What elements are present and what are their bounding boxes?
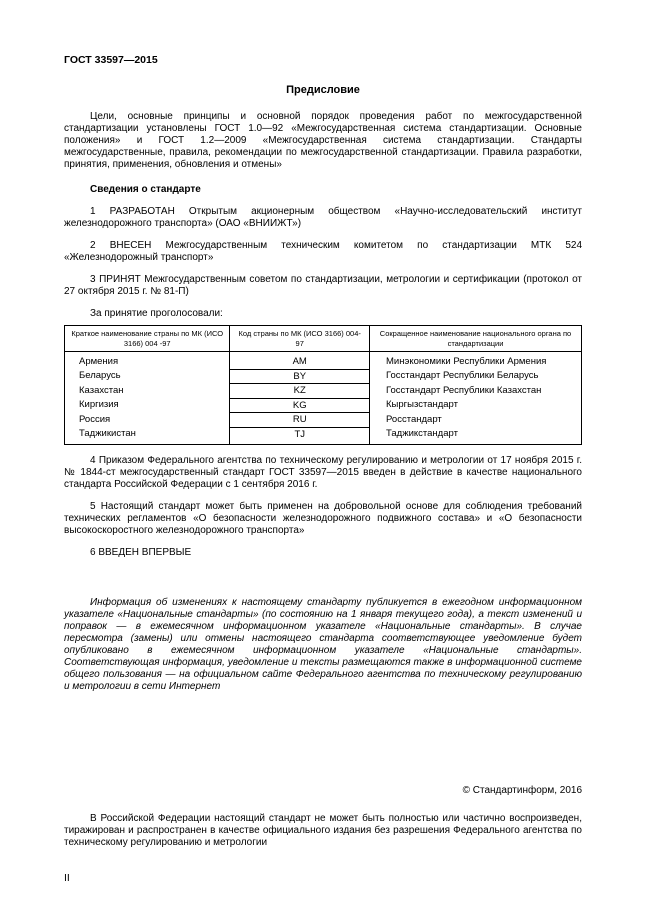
table-cell-code: TJ [230,427,370,445]
table-cell-organ: Госстандарт Республики Беларусь [370,369,582,384]
table-cell-code: AM [230,352,370,370]
table-cell-organ: Росстандарт [370,413,582,428]
table-cell-code: BY [230,369,370,384]
item-4-enacted: 4 Приказом Федерального агентства по техническому регулированию и метрологии от 17 ноября 2015 г. № 1844-ст межгосударственный стандарт ГОСТ 33597—2015 введен в действие в качестве национального стандарта Российской Федерации с 1 сентября 2016 г. [64,455,582,491]
item-1-developed: 1 РАЗРАБОТАН Открытым акционерным обществом «Научно-исследовательский институт железнодорожного транспорта» (ОАО «ВНИИЖТ») [64,205,582,229]
amendments-notice: Информация об изменениях к настоящему стандарту публикуется в ежегодном информационном указателе «Национальные стандарты» (по состоянию на 1 января текущего года), а текст изменений и поправок — в ежемесячном информационном указателе «Национальные стандарты». В случае пересмотра (замены) или отмены настоящего стандарта соответствующее уведомление будет опубликовано в ежемесячном информационном указателе «Национальные стандарты». Соответствующая информация, уведомление и тексты размещаются также в информационной системе общего пользования — на официальном сайте Федерального агентства по техническому регулированию и метрологии в сети Интернет [64,597,582,693]
page-title: Предисловие [286,83,360,96]
table-cell-code: RU [230,413,370,428]
table-cell-country: Таджикистан [65,427,230,445]
table-row [65,369,582,384]
item-5-voluntary: 5 Настоящий стандарт может быть применен на добровольной основе для соблюдения требований технических регламентов «О безопасности железнодорожного подвижного состава» и «О безопасности высокоскоростного железнодорожного транспорта» [64,501,582,537]
reproduction-note: В Российской Федерации настоящий стандарт не может быть полностью или частично воспроизведен, тиражирован и распространен в качестве официального издания без разрешения Федерального агентства по техническому регулированию и метрологии [64,813,582,849]
table-header-organ: Сокращенное наименование национального органа по стандартизации [370,325,582,352]
table-row [65,427,582,445]
vote-table [64,325,582,446]
item-6-first-introduced: 6 ВВЕДЕН ВПЕРВЫЕ [90,547,192,559]
table-row [65,413,582,428]
page-number: II [64,872,70,885]
table-row [65,384,582,399]
table-header-code: Код страны по МК (ИСО 3166) 004- 97 [230,325,370,352]
table-header-country: Краткое наименование страны по МК (ИСО 3166) 004 -97 [65,325,230,352]
table-cell-country: Казахстан [65,384,230,399]
table-header-row [65,325,582,352]
vote-table-body [65,352,582,445]
vote-caption: За принятие проголосовали: [90,307,223,319]
vote-table-head [65,325,582,352]
table-cell-organ: Кыргызстандарт [370,398,582,413]
table-row [65,352,582,370]
table-row [65,398,582,413]
table-cell-country: Армения [65,352,230,370]
standard-info-heading: Сведения о стандарте [90,183,201,195]
item-2-submitted: 2 ВНЕСЕН Межгосударственным техническим комитетом по стандартизации МТК 524 «Железнодорожный транспорт» [64,239,582,263]
table-cell-country: Россия [65,413,230,428]
table-cell-code: KZ [230,384,370,399]
item-3-adopted: 3 ПРИНЯТ Межгосударственным советом по стандартизации, метрологии и сертификации (протокол от 27 октября 2015 г. № 81-П) [64,273,582,297]
table-cell-organ: Таджикстандарт [370,427,582,445]
copyright: © Стандартинформ, 2016 [462,785,582,797]
table-cell-organ: Минэкономики Республики Армения [370,352,582,370]
doc-number: ГОСТ 33597—2015 [64,54,158,66]
table-cell-code: KG [230,398,370,413]
table-cell-country: Беларусь [65,369,230,384]
table-cell-organ: Госстандарт Республики Казахстан [370,384,582,399]
table-cell-country: Киргизия [65,398,230,413]
intro-paragraph: Цели, основные принципы и основной порядок проведения работ по межгосударственной стандартизации установлены ГОСТ 1.0—92 «Межгосударственная система стандартизации. Основные положения» и ГОСТ 1.2—2009 «Межгосударственная система стандартизации. Стандарты межгосударственные, правила, рекомендации по межгосударственной стандартизации. Правила разработки, принятия, применения, обновления и отмены» [64,110,582,170]
